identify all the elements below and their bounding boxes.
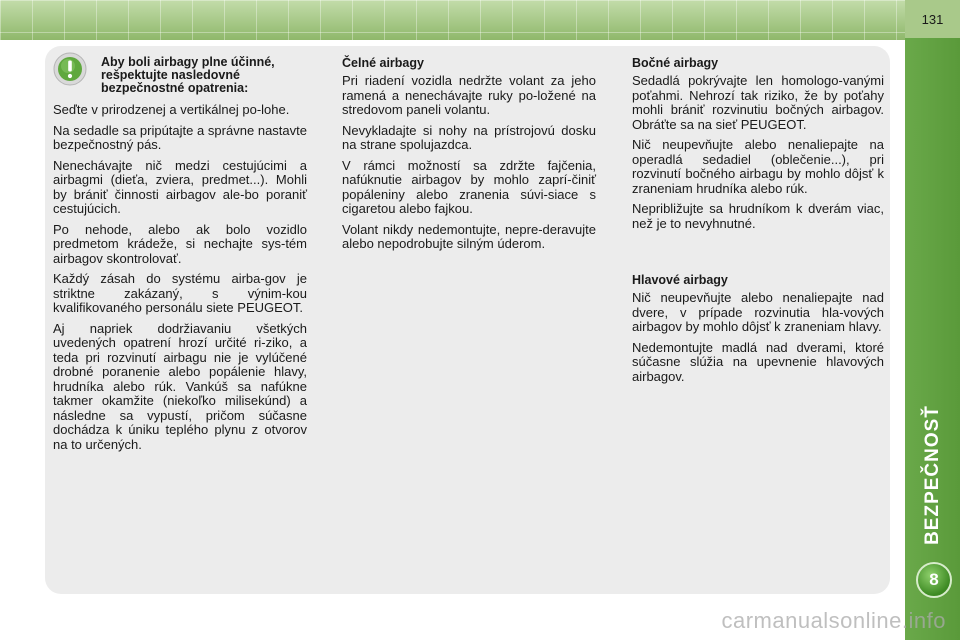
paragraph: V rámci možností sa zdržte fajčenia, nafúknutie airbagov by mohlo zaprí-činiť popáleniny alebo zranenia súvi-siace s cigaretou alebo fajkou. bbox=[342, 157, 596, 216]
paragraph: Volant nikdy nedemontujte, nepre-deravujte alebo nepodrobujte silným úderom. bbox=[342, 221, 596, 251]
curtain-airbags-heading: Hlavové airbagy bbox=[632, 273, 728, 287]
top-decorative-band bbox=[0, 0, 905, 40]
section-title bbox=[905, 400, 960, 550]
precautions-title: Aby boli airbagy plne účinné, rešpektujte nasledovné bezpečnostné opatrenia: bbox=[101, 55, 275, 95]
spacer bbox=[632, 237, 884, 273]
paragraph: Nedemontujte madlá nad dverami, ktoré súčasne slúžia na upevnenie hlavových airbagov. bbox=[632, 339, 884, 384]
watermark: carmanualsonline.info bbox=[721, 608, 946, 633]
paragraph: Nevykladajte si nohy na prístrojovú dosku na strane spolujazdca. bbox=[342, 122, 596, 152]
section-title-text: BEZPEČNOSŤ bbox=[921, 405, 943, 545]
paragraph: Nič neupevňujte alebo nenaliepajte na operadlá sedadiel (oblečenie...), pri rozvinutí bočného airbagu by mohlo dôjsť k zraneniam hrudníka alebo rúk. bbox=[632, 137, 884, 196]
column-general-precautions bbox=[53, 56, 307, 458]
paragraph: Sedadlá pokrývajte len homologo-vanými poťahmi. Nehrozí tak riziko, že by poťahy mohli brániť rozvinutiu bočných airbagov. Obráťte sa na sieť PEUGEOT. bbox=[632, 73, 884, 132]
paragraph: Po nehode, alebo ak bolo vozidlo predmetom krádeže, si nechajte sys-tém airbagov skontrolovať. bbox=[53, 221, 307, 266]
column-side-and-curtain-airbags bbox=[632, 56, 884, 390]
front-airbags-heading: Čelné airbagy bbox=[342, 56, 424, 70]
paragraph: Na sedadle sa pripútajte a správne nastavte bezpečnostný pás. bbox=[53, 122, 307, 152]
paragraph: Aj napriek dodržiavaniu všetkých uvedených opatrení hrozí určité ri-ziko, a teda pri rozvinutí airbagu nie je vylúčené drobné poranenie alebo popálenie hlavy, hrudníka alebo rúk. Vankúš sa nafúkne takmer okamžite (niekoľko milisekúnd) a následne sa vypustí, pričom súčasne dochádza k úniku teplého plynu z otvorov na to určených. bbox=[53, 320, 307, 452]
column-front-airbags bbox=[342, 56, 596, 258]
paragraph: Nepribližujte sa hrudníkom k dverám viac, než je to nevyhnutné. bbox=[632, 201, 884, 231]
chapter-badge[interactable]: 8 bbox=[916, 562, 952, 598]
paragraph: Seďte v prirodzenej a vertikálnej po-lohe. bbox=[53, 102, 290, 117]
paragraph: Pri riadení vozidla nedržte volant za jeho ramená a nenechávajte ruky po-ložené na stredovom paneli volantu. bbox=[342, 73, 596, 117]
page-number: 131 bbox=[905, 0, 960, 38]
paragraph: Nenechávajte nič medzi cestujúcimi a airbagmi (dieťa, zviera, predmet...). Mohli by brániť činnosti airbagov ale-bo poraniť cestujúcich. bbox=[53, 157, 307, 216]
side-airbags-heading: Bočné airbagy bbox=[632, 56, 719, 70]
paragraph: Každý zásah do systému airba-gov je striktne zakázaný, s výnim-kou kvalifikovaného personálu siete PEUGEOT. bbox=[53, 271, 307, 315]
paragraph: Nič neupevňujte alebo nenaliepajte nad dvere, v prípade rozvinutia hla-vových airbagov by mohlo dôjsť k zraneniam hlavy. bbox=[632, 290, 884, 334]
